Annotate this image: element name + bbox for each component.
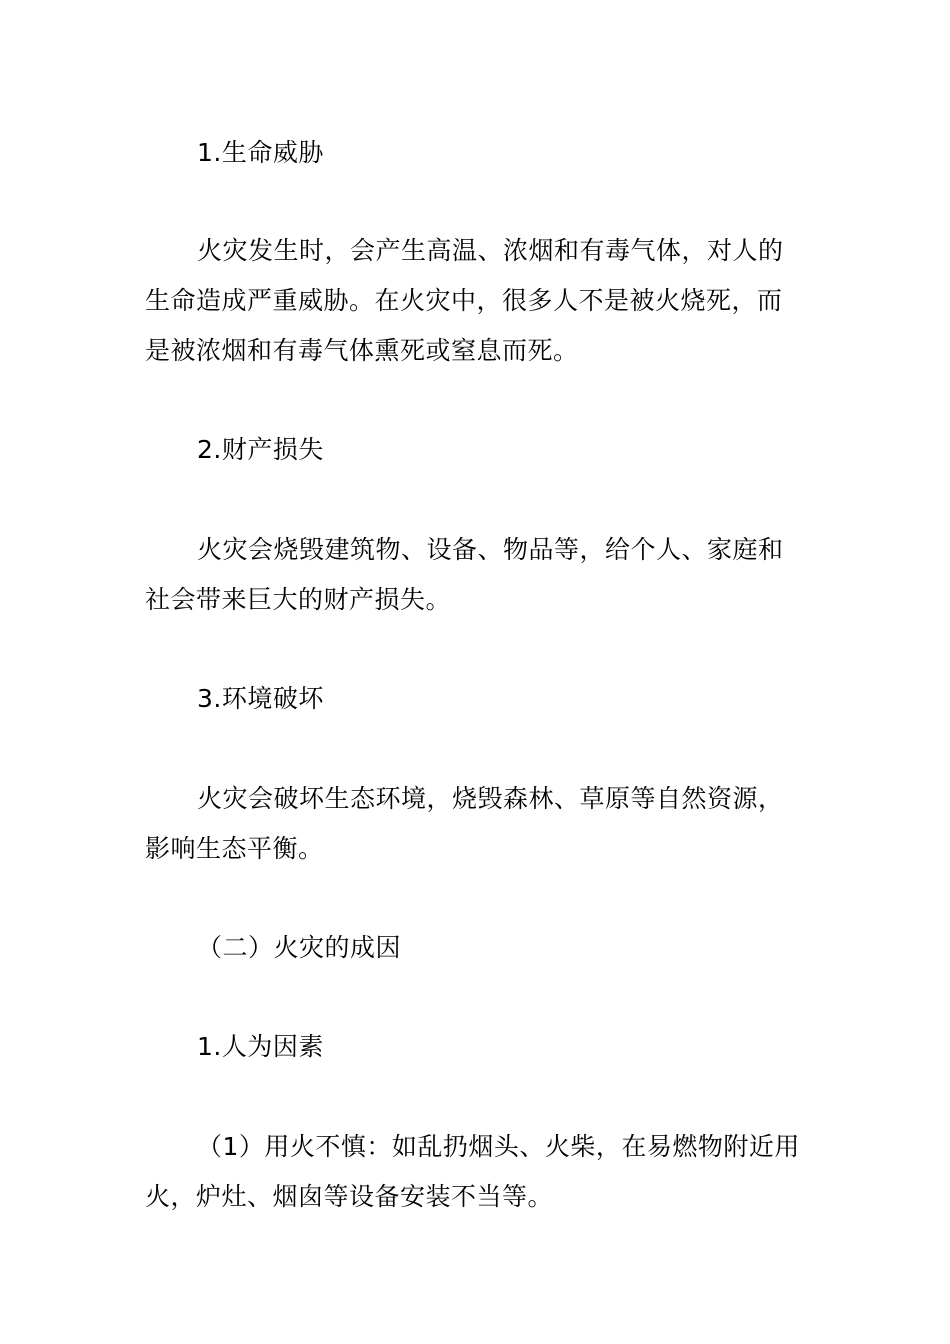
text-line: 火灾会烧毁建筑物、设备、物品等，给个人、家庭和 [197,535,784,564]
text-line: （1）用火不慎：如乱扔烟头、火柴，在易燃物附近用 [197,1132,800,1161]
text-line: 社会带来巨大的财产损失。 [145,585,452,614]
paragraph-property-loss [145,525,810,625]
text-line: （二）火灾的成因 [197,933,402,962]
text-line: 是被浓烟和有毒气体熏死或窒息而死。 [145,336,579,365]
text-line: 影响生态平衡。 [145,834,324,863]
heading-human-factors [145,1022,810,1072]
text-line: 火灾发生时，会产生高温、浓烟和有毒气体，对人的 [197,236,784,265]
text-line: 2.财产损失 [197,435,324,464]
text-line: 1.人为因素 [197,1032,324,1061]
heading-fire-causes [145,923,810,973]
heading-property-loss [145,425,810,475]
text-line: 3.环境破坏 [197,684,324,713]
paragraph-careless-fire-use [145,1122,810,1222]
text-line: 火灾会破坏生态环境，烧毁森林、草原等自然资源， [197,784,784,813]
text-line: 火，炉灶、烟囱等设备安装不当等。 [145,1182,554,1211]
paragraph-environment-damage [145,774,810,874]
heading-life-threat [145,128,810,178]
text-line: 生命造成严重威胁。在火灾中，很多人不是被火烧死，而 [145,286,783,315]
heading-environment-damage [145,674,810,724]
text-line: 1.生命威胁 [197,138,324,167]
paragraph-life-threat [145,226,810,376]
